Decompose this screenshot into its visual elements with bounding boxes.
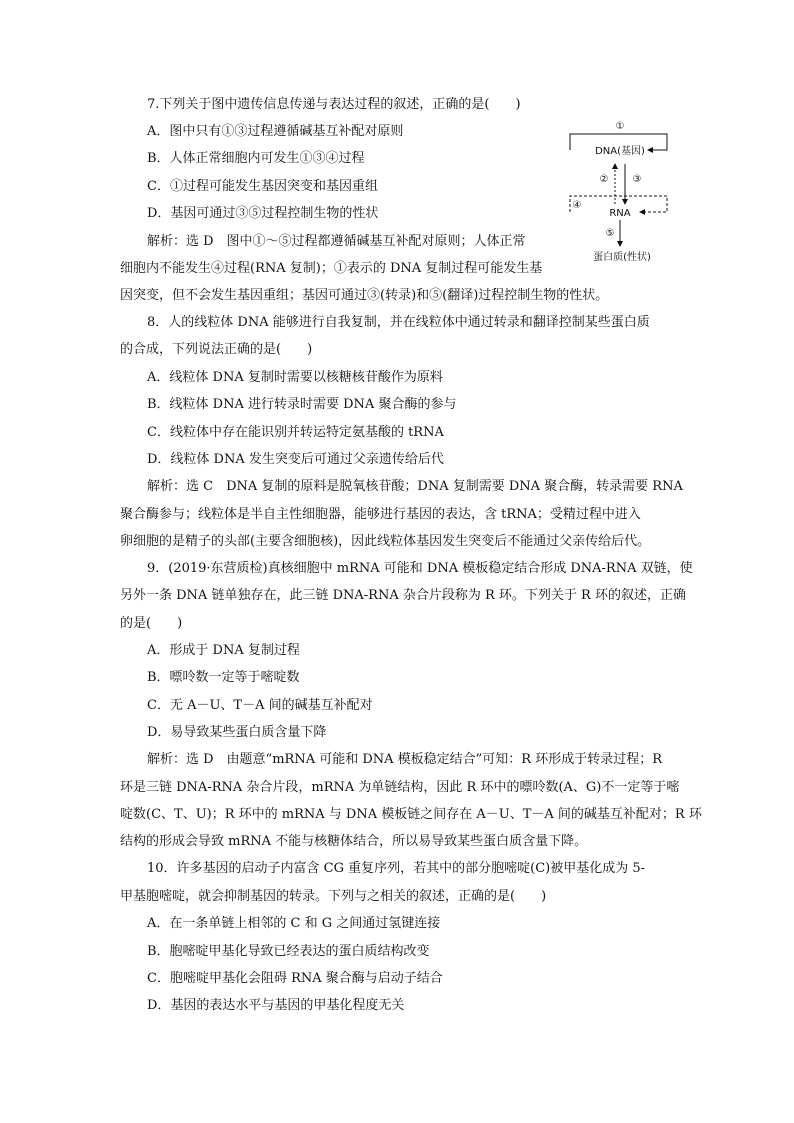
diagram-label-dna: DNA(基因)	[595, 146, 645, 157]
q9-stem-line-2: 另外一条 DNA 链单独存在，此三链 DNA-RNA 杂合片段称为 R 环。下列关于 R 环的叙述，正确	[120, 588, 686, 603]
q8-option-a: A．线粒体 DNA 复制时需要以核糖核苷酸作为原料	[147, 370, 443, 385]
diagram-label-2: ②	[599, 174, 609, 185]
q8-option-c: C．线粒体中存在能识别并转运特定氨基酸的 tRNA	[147, 425, 444, 440]
diagram-label-rna: RNA	[609, 208, 631, 219]
q9-option-c: C．无 A－U、T－A 间的碱基互补配对	[147, 698, 373, 713]
q9-analysis-line-3: 啶数(C、T、U)；R 环中的 mRNA 与 DNA 模板链之间存在 A－U、T－A 间的碱基互补配对；R 环	[120, 807, 702, 822]
q8-stem-line-1: 8．人的线粒体 DNA 能够进行自我复制，并在线粒体中通过转录和翻译控制某些蛋白质	[147, 315, 650, 330]
q9-option-d: D．易导致某些蛋白质含量下降	[147, 725, 327, 740]
q7-analysis-line-2: 细胞内不能发生④过程(RNA 复制)；①表示的 DNA 复制过程可能发生基	[120, 261, 543, 276]
q9-option-a: A．形成于 DNA 复制过程	[147, 643, 300, 658]
q10-stem-line-2: 甲基胞嘧啶，就会抑制基因的转录。下列与之相关的叙述，正确的是( )	[120, 889, 547, 904]
q9-analysis-line-2: 环是三链 DNA-RNA 杂合片段，mRNA 为单链结构，因此 R 环中的嘌呤数(A、G)不一定等于嘧	[120, 780, 680, 795]
q8-stem-line-2: 的合成，下列说法正确的是( )	[120, 342, 313, 357]
q7-option-d: D．基因可通过③⑤过程控制生物的性状	[147, 206, 379, 221]
q7-stem: 7.下列关于图中遗传信息传递与表达过程的叙述，正确的是( )	[147, 97, 521, 112]
diagram-label-4: ④	[572, 200, 582, 211]
q8-analysis-line-3: 卵细胞的是精子的头部(主要含细胞核)，因此线粒体基因发生突变后不能通过父亲传给后代。	[120, 534, 651, 549]
diagram-label-5: ⑤	[605, 228, 615, 239]
q7-option-b: B．人体正常细胞内可发生①③④过程	[147, 151, 365, 166]
q10-option-c: C．胞嘧啶甲基化会阻碍 RNA 聚合酶与启动子结合	[147, 971, 443, 986]
q8-analysis-line-1: 解析：选 C DNA 复制的原料是脱氧核苷酸；DNA 复制需要 DNA 聚合酶，转录需要 RNA	[147, 479, 683, 494]
q10-stem-line-1: 10．许多基因的启动子内富含 CG 重复序列，若其中的部分胞嘧啶(C)被甲基化成为 5-	[147, 861, 646, 876]
q9-analysis-line-1: 解析：选 D 由题意“mRNA 可能和 DNA 模板稳定结合”可知：R 环形成于转录过程；R	[147, 752, 663, 767]
q8-option-b: B．线粒体 DNA 进行转录时需要 DNA 聚合酶的参与	[147, 397, 457, 412]
q7-analysis-line-3: 因突变，但不会发生基因重组；基因可通过③(转录)和⑤(翻译)过程控制生物的性状。	[120, 288, 609, 303]
diagram-label-3: ③	[632, 174, 642, 185]
genetic-flow-diagram	[560, 112, 680, 272]
q7-option-c: C．①过程可能发生基因突变和基因重组	[147, 179, 378, 194]
q9-stem-line-1: 9．(2019·东营质检)真核细胞中 mRNA 可能和 DNA 模板稳定结合形成 DNA-RNA 双链，使	[147, 561, 693, 576]
q8-analysis-line-2: 聚合酶参与；线粒体是半自主性细胞器，能够进行基因的表达，含 tRNA；受精过程中进入	[120, 507, 641, 522]
diagram-label-protein: 蛋白质(性状)	[593, 252, 651, 263]
q9-option-b: B．嘌呤数一定等于嘧啶数	[147, 670, 300, 685]
q9-analysis-line-4: 结构的形成会导致 mRNA 不能与核糖体结合，所以易导致某些蛋白质含量下降。	[120, 834, 588, 849]
q9-stem-line-3: 的是( )	[120, 616, 183, 631]
q7-analysis-line-1: 解析：选 D 图中①～⑤过程都遵循碱基互补配对原则；人体正常	[147, 234, 526, 249]
q10-option-a: A．在一条单链上相邻的 C 和 G 之间通过氢键连接	[147, 916, 441, 931]
q7-option-a: A．图中只有①③过程遵循碱基互补配对原则	[147, 124, 404, 139]
q10-option-d: D．基因的表达水平与基因的甲基化程度无关	[147, 998, 405, 1013]
q10-option-b: B．胞嘧啶甲基化导致已经表达的蛋白质结构改变	[147, 944, 430, 959]
diagram-label-1: ①	[615, 121, 625, 132]
q8-option-d: D．线粒体 DNA 发生突变后可通过父亲遗传给后代	[147, 452, 444, 467]
